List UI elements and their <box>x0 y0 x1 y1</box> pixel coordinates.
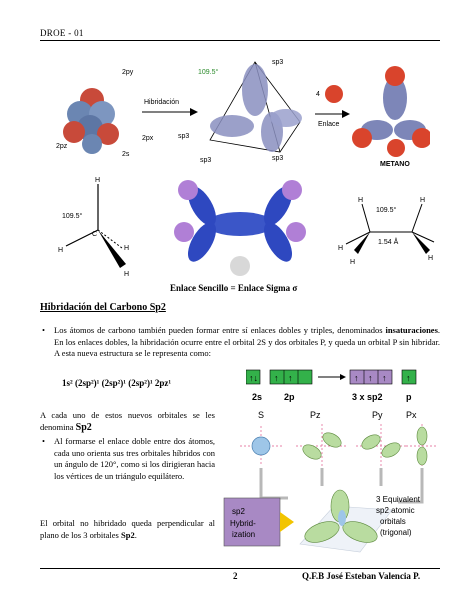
box-text-ization: ization <box>232 530 256 539</box>
label-2py: 2py <box>122 69 134 76</box>
svg-text:H: H <box>338 245 344 252</box>
orbital-label-s: S <box>258 410 265 420</box>
label-2s: 2s <box>122 151 130 158</box>
svg-text:H: H <box>350 259 356 266</box>
label-sp3-d: sp3 <box>272 155 284 162</box>
angle-right-label: 109.5° <box>376 207 397 214</box>
orbital-label-py: Py <box>372 410 383 420</box>
label-enlace: Enlace <box>318 121 340 128</box>
carbon-atom-orbitals <box>63 88 119 154</box>
eq-text-4: (trigonal) <box>380 528 412 537</box>
svg-text:H: H <box>358 197 364 204</box>
header-rule <box>40 40 440 41</box>
svg-text:H: H <box>58 247 64 254</box>
svg-text:H: H <box>124 245 130 252</box>
label-2pz: 2pz <box>56 143 68 150</box>
svg-text:↑↓: ↑↓ <box>249 373 258 383</box>
eq-text-1: 3 Equivalent <box>376 495 421 504</box>
carbon-hybridization-figure <box>50 52 430 172</box>
box-label-3sp2: 3 x sp2 <box>352 392 383 402</box>
svg-text:C: C <box>92 231 98 238</box>
header-title: DROE - 01 <box>40 28 84 38</box>
label-h4: 4 <box>316 91 320 98</box>
box-text-sp2: sp2 <box>232 507 245 516</box>
box-text-hybrid: Hybrid- <box>230 519 256 528</box>
sp2-hybridization-diagram <box>222 406 444 564</box>
ethane-figure <box>40 172 440 280</box>
svg-text:↑: ↑ <box>382 373 387 383</box>
paragraph-insaturaciones: • Los átomos de carbono también pueden formar entre sí enlaces dobles y triples, denominados insaturaciones. En los enlaces dobles, la hibridación ocurre entre el orbital 2S y dos orbitales P, y queda un orbital P sin hibridar. A esta nueva estructura se le representa como: <box>42 325 440 358</box>
label-metano: METANO <box>380 161 410 168</box>
page-number: 2 <box>233 571 238 581</box>
label-sp3-c: sp3 <box>200 157 212 164</box>
figure-caption: Enlace Sencillo = Enlace Sigma σ <box>170 283 298 293</box>
box-label-2p: 2p <box>284 392 295 402</box>
paragraph-perpendicular: El orbital no hibridado queda perpendicular al plano de los 3 orbitales Sp2. <box>40 518 215 540</box>
box-label-2s: 2s <box>252 392 263 402</box>
section-title: Hibridación del Carbono Sp2 <box>40 302 166 313</box>
svg-text:H: H <box>420 197 426 204</box>
orbital-label-px: Px <box>406 410 417 420</box>
svg-text:↑: ↑ <box>406 373 411 383</box>
footer-rule <box>40 568 440 569</box>
svg-text:↑: ↑ <box>274 373 279 383</box>
svg-text:↑: ↑ <box>288 373 293 383</box>
methane-wedge-structure <box>58 177 129 278</box>
label-sp3-a: sp3 <box>272 59 284 66</box>
svg-text:H: H <box>95 177 101 184</box>
svg-text:H: H <box>428 255 434 262</box>
footer-author: Q.F.B José Esteban Valencia P. <box>302 571 421 581</box>
paragraph-denomina: A cada uno de estos nuevos orbitales se les denomina Sp2 <box>40 410 215 433</box>
orbital-box-diagram <box>246 368 442 406</box>
orbital-label-pz: Pz <box>310 410 321 420</box>
paragraph-doble-enlace: • Al formarse el enlace doble entre dos átomos, cada uno orienta sus tres orbitales híbridos con un ángulo de 120°, como si los dirigieran hacia los vértices de un triángulo equilátero. <box>42 436 215 481</box>
svg-text:H: H <box>124 271 130 278</box>
bond-length-label: 1.54 Å <box>378 239 399 246</box>
svg-text:↑: ↑ <box>368 373 373 383</box>
eq-text-2: sp2 atomic <box>376 506 415 515</box>
ethane-orbital-model <box>174 180 306 276</box>
label-hibridacion: Hibridación <box>144 99 180 106</box>
label-2px: 2px <box>142 135 154 142</box>
svg-text:↑: ↑ <box>354 373 359 383</box>
box-label-p: p <box>406 392 412 402</box>
sp3-tetrahedron <box>210 62 302 152</box>
electron-formula: 1s² (2sp²)¹ (2sp²)¹ (2sp²)¹ 2pz¹ <box>62 378 172 388</box>
label-angle: 109.5° <box>198 69 219 76</box>
methane-model <box>352 66 430 157</box>
angle-left-label: 109.5° <box>62 213 83 220</box>
eq-text-3: orbitals <box>380 517 406 526</box>
label-sp3-b: sp3 <box>178 133 190 140</box>
